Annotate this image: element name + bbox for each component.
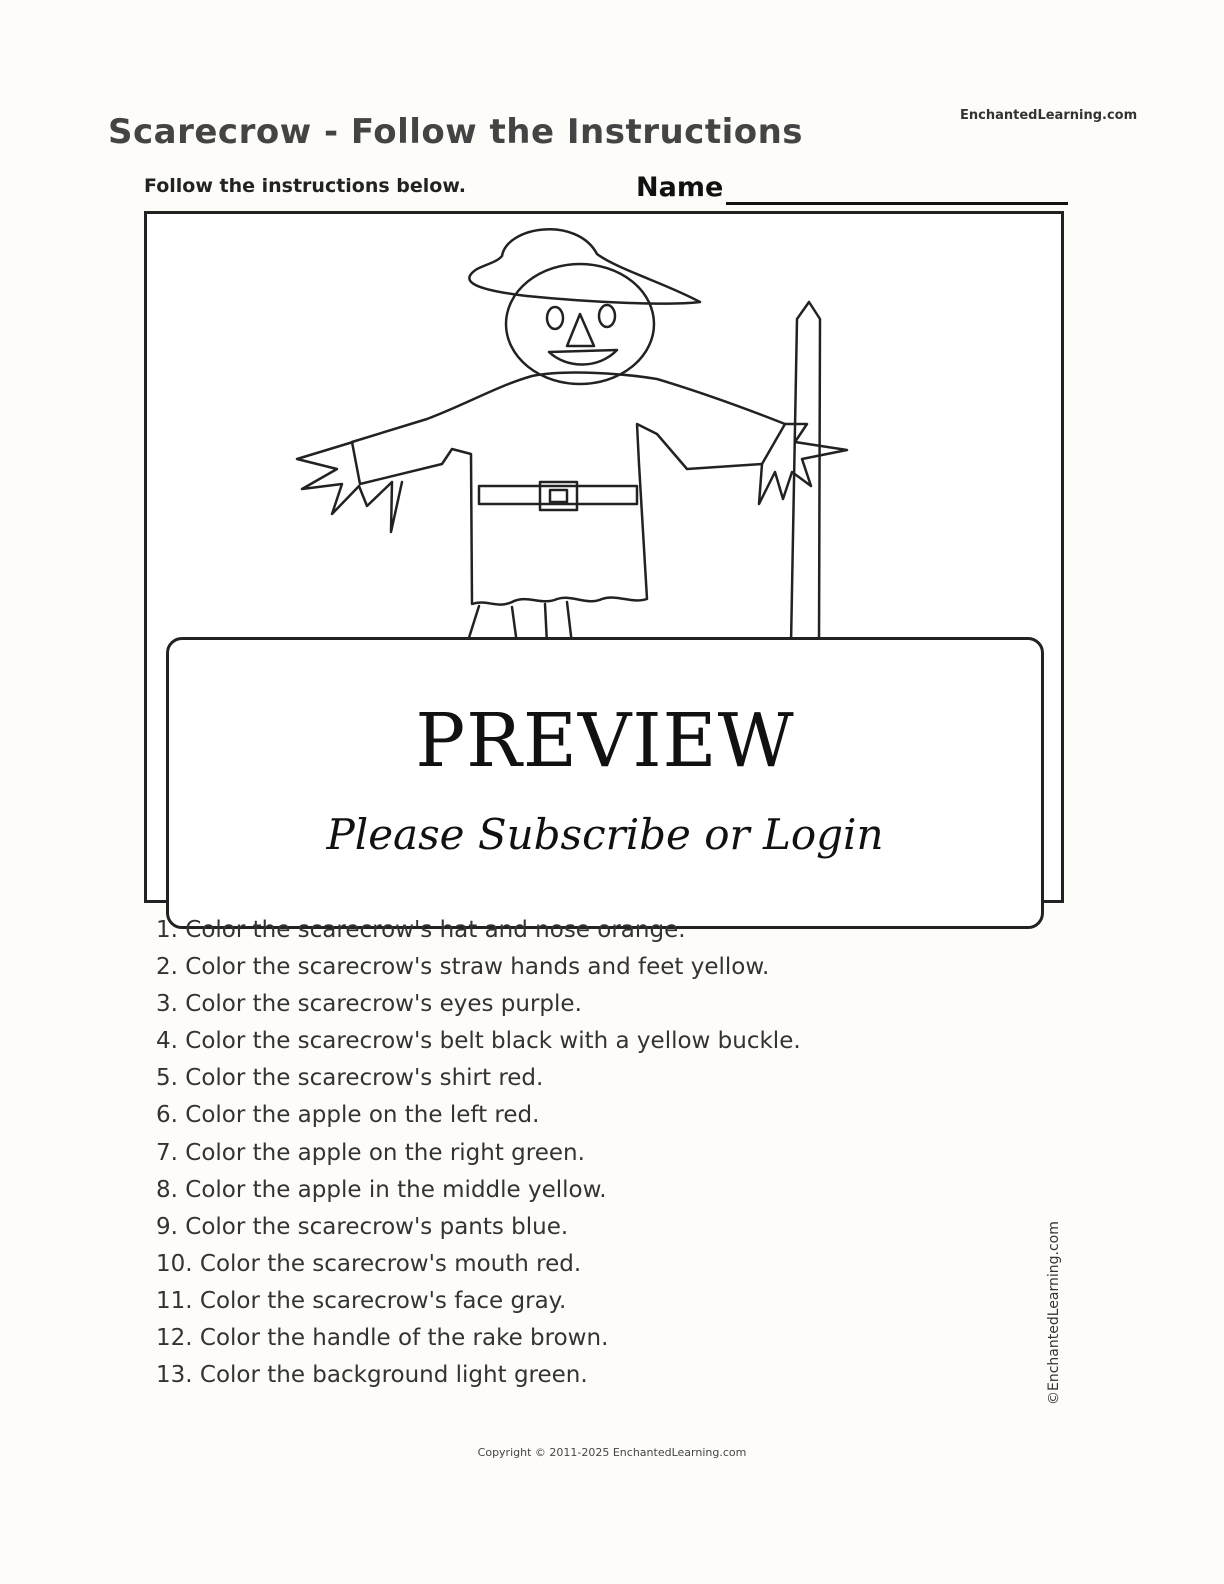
scarecrow-left-hand [297,442,402,532]
instructions-list [156,912,801,1394]
instruction-item: 3. Color the scarecrow's eyes purple. [156,991,582,1018]
instruction-item: 7. Color the apple on the right green. [156,1139,585,1166]
instruction-item: 13. Color the background light green. [156,1362,588,1389]
scarecrow-head [506,264,654,384]
instruction-item: 9. Color the scarecrow's pants blue. [156,1213,569,1240]
instruction-item: 10. Color the scarecrow's mouth red. [156,1250,582,1277]
instruction-item: 8. Color the apple in the middle yellow. [156,1176,607,1203]
preview-title: PREVIEW [415,698,795,784]
instruction-item: 11. Color the scarecrow's face gray. [156,1287,567,1314]
page-title: Scarecrow - Follow the Instructions [108,112,804,152]
instruction-item: 5. Color the scarecrow's shirt red. [156,1065,544,1092]
instruction-item: 6. Color the apple on the left red. [156,1102,540,1129]
instructions-header: Follow the instructions below. [144,175,466,197]
name-line [726,202,1068,205]
name-label: Name [636,172,724,203]
site-name: EnchantedLearning.com [960,108,1138,123]
side-watermark: ©EnchantedLearning.com [1046,1221,1062,1405]
instruction-item: 2. Color the scarecrow's straw hands and feet yellow. [156,954,770,981]
scarecrow-hat [469,229,700,303]
copyright-footer: Copyright © 2011-2025 EnchantedLearning.com [477,1446,747,1459]
scarecrow-nose [567,314,594,346]
scarecrow-right-hand [759,424,847,504]
instruction-item: 1. Color the scarecrow's hat and nose orange. [156,917,686,943]
instruction-item: 12. Color the handle of the rake brown. [156,1325,609,1352]
subscribe-login-link[interactable]: Please Subscribe or Login [326,810,884,859]
scarecrow-right-eye [599,305,615,327]
scarecrow-shirt [352,373,785,605]
scarecrow-mouth [549,350,617,365]
preview-overlay[interactable] [166,637,1044,929]
instruction-item: 4. Color the scarecrow's belt black with a yellow buckle. [156,1028,801,1055]
scarecrow-left-eye [547,307,563,329]
